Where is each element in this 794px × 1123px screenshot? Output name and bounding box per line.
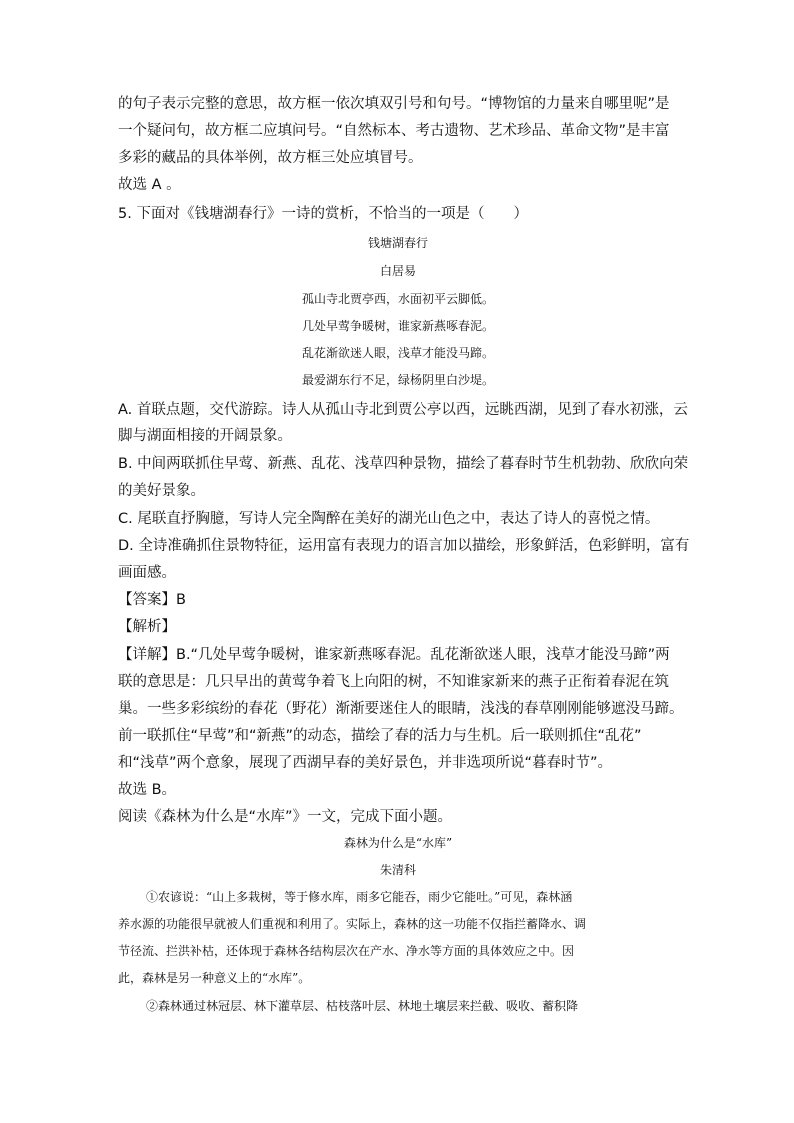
option-d-line: 画面感。 xyxy=(118,565,176,581)
prev-explanation-line: 的句子表示完整的意思，故方框一依次填双引号和句号。“博物馆的力量来自哪里呢”是 xyxy=(118,96,670,112)
detail-line: 联的意思是：几只早出的黄莺争着飞上向阳的树，不知谁家新来的燕子正衔着春泥在筑 xyxy=(118,674,669,690)
option-d-line: D. 全诗准确抓住景物特征，运用富有表现力的语言加以描绘，形象鲜活，色彩鲜明，富有 xyxy=(118,538,690,554)
question-5-stem: 5. 下面对《钱塘湖春行》一诗的赏析，不恰当的一项是（ ） xyxy=(118,206,528,222)
option-c-line: C. 尾联直抒胸臆，写诗人完全陶醉在美好的湖光山色之中，表达了诗人的喜悦之情。 xyxy=(118,511,660,527)
article-paragraph-line: 节径流、拦洪补枯，还体现于森林各结构层次在产水、净水等方面的具体效应之中。因 xyxy=(118,944,575,958)
article-paragraph-line: 此，森林是另一种意义上的“水库”。 xyxy=(118,971,311,985)
answer-label: 【答案】B xyxy=(118,592,186,608)
option-b-line: 的美好景象。 xyxy=(118,483,205,499)
article-title: 森林为什么是“水库” xyxy=(343,836,453,850)
article-paragraph-line: ①农谚说：“山上多栽树，等于修水库，雨多它能吞，雨少它能吐。”可见，森林涵 xyxy=(146,890,573,904)
detail-answer-choice: 故选 B。 xyxy=(118,782,177,798)
detail-line: 巢。一些多彩缤纷的春花（野花）渐渐要迷住人的眼睛，浅浅的春草刚刚能够遮没马蹄。 xyxy=(118,701,684,717)
option-a-line: A. 首联点题，交代游踪。诗人从孤山寺北到贾公亭以西，远眺西湖，见到了春水初涨，云 xyxy=(118,402,688,418)
poem-line: 乱花渐欲迷人眼，浅草才能没马蹄。 xyxy=(301,346,494,360)
article-paragraph-line: 养水源的功能很早就被人们重视和利用了。实际上，森林的这一功能不仅指拦蓄降水、调 xyxy=(118,917,587,931)
poem-title: 钱塘湖春行 xyxy=(367,236,428,250)
prev-explanation-line: 一个疑问句，故方框二应填问号。“自然标本、考古遗物、艺术珍品、革命文物”是丰富 xyxy=(118,123,670,139)
poem-line: 孤山寺北贾亭西，水面初平云脚低。 xyxy=(301,292,494,306)
detail-line: 【详解】B.“几处早莺争暖树，谁家新燕啄春泥。乱花渐欲迷人眼，浅草才能没马蹄”两 xyxy=(118,647,670,663)
prev-answer-choice: 故选 A 。 xyxy=(118,177,181,193)
prev-explanation-line: 多彩的藏品的具体举例，故方框三处应填冒号。 xyxy=(118,150,423,166)
detail-line: 前一联抓住“早莺”和“新燕”的动态，描绘了春的活力与生机。后一联则抓住“乱花” xyxy=(118,728,642,744)
reading-intro: 阅读《森林为什么是“水库”》一文，完成下面小题。 xyxy=(118,809,453,825)
option-b-line: B. 中间两联抓住早莺、新燕、乱花、浅草四种景物，描绘了暮春时节生机勃勃、欣欣向荣 xyxy=(118,456,689,472)
article-author: 朱清科 xyxy=(379,863,416,877)
poem-author: 白居易 xyxy=(379,264,416,278)
detail-line: 和“浅草”两个意象，展现了西湖早春的美好景色，并非选项所说“暮春时节”。 xyxy=(118,755,613,771)
poem-line: 几处早莺争暖树，谁家新燕啄春泥。 xyxy=(301,319,494,333)
poem-line: 最爱湖东行不足，绿杨阴里白沙堤。 xyxy=(301,373,494,387)
article-paragraph-line: ②森林通过林冠层、林下灌草层、枯枝落叶层、林地土壤层来拦截、吸收、蓄积降 xyxy=(146,999,579,1013)
analysis-label: 【解析】 xyxy=(118,619,176,635)
option-a-line: 脚与湖面相接的开阔景象。 xyxy=(118,428,292,444)
